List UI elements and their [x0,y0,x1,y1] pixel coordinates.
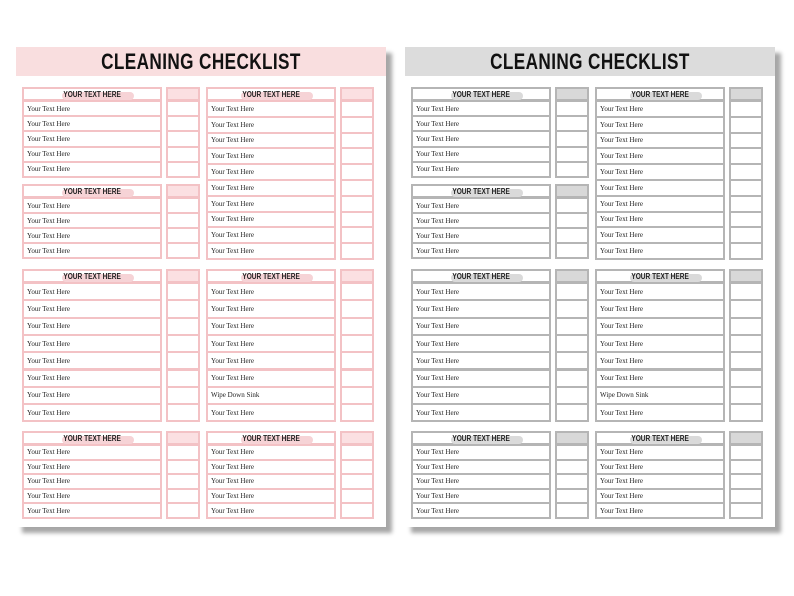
task-checkbox[interactable] [342,475,372,488]
task-row[interactable]: Your Text Here [24,405,160,420]
checkbox-column [729,431,763,519]
task-row[interactable]: Your Text Here [208,213,334,227]
task-checkbox[interactable] [342,118,372,132]
task-checkbox[interactable] [342,197,372,211]
title-banner [16,47,386,76]
task-row[interactable]: Your Text Here [597,475,723,488]
section-heading: YOUR TEXT HERE [631,89,689,99]
task-row[interactable]: Your Text Here [413,461,549,474]
task-row[interactable]: Your Text Here [24,353,160,368]
task-checkbox[interactable] [557,353,587,368]
section-header [597,433,723,443]
page-title: CLEANING CHECKLIST [101,48,301,74]
task-row[interactable]: Your Text Here [597,301,723,316]
task-checkbox[interactable] [168,475,198,488]
task-table [595,431,725,519]
task-checkbox[interactable] [731,284,761,299]
title-banner [405,47,775,76]
checkbox-column-header [557,186,587,196]
checkbox-column-header [731,433,761,443]
task-row[interactable]: Your Text Here [597,490,723,503]
task-checkbox[interactable] [168,461,198,474]
task-checkbox[interactable] [731,181,761,195]
task-row[interactable]: Your Text Here [208,301,334,316]
task-checkbox[interactable] [168,371,198,386]
checkbox-column-header [731,89,761,99]
task-checkbox[interactable] [342,181,372,195]
task-row[interactable]: Your Text Here [597,461,723,474]
task-checkbox[interactable] [168,117,198,130]
checkbox-column-header [342,89,372,99]
section-header [413,89,549,99]
checkbox-column [555,184,589,259]
task-row[interactable]: Your Text Here [413,229,549,242]
task-table [411,87,551,178]
task-checkbox[interactable] [342,371,372,386]
task-row[interactable]: Your Text Here [208,284,334,299]
checkbox-column [166,184,200,259]
task-row[interactable]: Your Text Here [24,163,160,176]
task-checkbox[interactable] [731,405,761,420]
task-table [411,184,551,259]
task-checkbox[interactable] [731,244,761,258]
task-checkbox[interactable] [168,214,198,227]
task-row[interactable]: Your Text Here [208,244,334,258]
task-checkbox[interactable] [557,446,587,459]
task-checkbox[interactable] [342,405,372,420]
task-checkbox[interactable] [342,228,372,242]
task-row[interactable]: Your Text Here [208,336,334,351]
task-checkbox[interactable] [168,405,198,420]
section-header [208,433,334,443]
task-row[interactable]: Your Text Here [597,165,723,179]
task-checkbox[interactable] [731,228,761,242]
task-row[interactable]: Your Text Here [597,228,723,242]
task-row[interactable]: Your Text Here [413,163,549,176]
task-checkbox[interactable] [557,284,587,299]
task-row[interactable]: Your Text Here [24,229,160,242]
task-row[interactable]: Your Text Here [413,371,549,386]
task-checkbox[interactable] [557,163,587,176]
task-checkbox[interactable] [342,301,372,316]
task-table [595,87,725,260]
task-checkbox[interactable] [731,213,761,227]
task-row[interactable]: Your Text Here [413,319,549,334]
task-checkbox[interactable] [557,405,587,420]
task-checkbox[interactable] [731,197,761,211]
task-checkbox[interactable] [557,117,587,130]
task-checkbox[interactable] [731,319,761,334]
task-row[interactable]: Your Text Here [597,244,723,258]
task-row[interactable]: Your Text Here [413,199,549,212]
task-checkbox[interactable] [168,244,198,257]
task-row[interactable]: Your Text Here [24,199,160,212]
task-row[interactable]: Your Text Here [597,371,723,386]
task-checkbox[interactable] [557,461,587,474]
task-row[interactable]: Your Text Here [597,149,723,163]
task-row[interactable]: Your Text Here [208,102,334,116]
section-header [208,271,334,281]
task-checkbox[interactable] [168,336,198,351]
task-row[interactable]: Wipe Down Sink [597,388,723,403]
task-row[interactable]: Your Text Here [24,117,160,130]
task-checkbox[interactable] [342,446,372,459]
task-table [22,431,162,519]
section-header [413,186,549,196]
task-row[interactable]: Your Text Here [208,197,334,211]
task-row[interactable]: Your Text Here [208,461,334,474]
task-row[interactable]: Your Text Here [597,102,723,116]
task-row[interactable]: Your Text Here [413,148,549,161]
checkbox-column [340,431,374,519]
section-heading: YOUR TEXT HERE [631,433,689,443]
task-checkbox[interactable] [557,504,587,517]
task-row[interactable]: Your Text Here [597,181,723,195]
task-row[interactable]: Your Text Here [208,504,334,517]
task-row[interactable]: Your Text Here [597,504,723,517]
checkbox-column [555,431,589,519]
task-row[interactable]: Your Text Here [597,118,723,132]
task-checkbox[interactable] [342,149,372,163]
task-checkbox[interactable] [342,388,372,403]
task-checkbox[interactable] [168,504,198,517]
section-heading: YOUR TEXT HERE [242,271,300,281]
task-row[interactable]: Your Text Here [24,388,160,403]
task-table [22,184,162,259]
task-row[interactable]: Your Text Here [24,214,160,227]
task-checkbox[interactable] [557,336,587,351]
task-checkbox[interactable] [731,118,761,132]
task-checkbox[interactable] [731,490,761,503]
checkbox-column [729,87,763,260]
task-row[interactable]: Your Text Here [208,446,334,459]
section-heading: YOUR TEXT HERE [63,186,121,196]
task-row[interactable]: Your Text Here [413,132,549,145]
task-checkbox[interactable] [557,102,587,115]
task-checkbox[interactable] [342,165,372,179]
task-row[interactable]: Your Text Here [413,446,549,459]
section-header [597,271,723,281]
task-checkbox[interactable] [731,446,761,459]
task-checkbox[interactable] [168,148,198,161]
task-checkbox[interactable] [168,490,198,503]
task-row[interactable]: Your Text Here [413,336,549,351]
task-checkbox[interactable] [557,199,587,212]
task-row[interactable]: Your Text Here [413,475,549,488]
task-checkbox[interactable] [342,504,372,517]
task-row[interactable]: Your Text Here [413,504,549,517]
task-checkbox[interactable] [168,353,198,368]
task-row[interactable]: Your Text Here [208,149,334,163]
task-row[interactable]: Your Text Here [597,284,723,299]
section-header [597,89,723,99]
task-checkbox[interactable] [342,284,372,299]
task-row[interactable]: Your Text Here [413,117,549,130]
task-row[interactable]: Your Text Here [208,181,334,195]
task-row[interactable]: Your Text Here [24,371,160,386]
task-checkbox[interactable] [731,371,761,386]
task-checkbox[interactable] [557,388,587,403]
task-checkbox[interactable] [342,213,372,227]
section-header [24,271,160,281]
task-row[interactable]: Your Text Here [24,244,160,257]
task-checkbox[interactable] [557,319,587,334]
task-checkbox[interactable] [557,301,587,316]
task-row[interactable]: Your Text Here [413,301,549,316]
task-checkbox[interactable] [342,319,372,334]
checkbox-column-header [557,433,587,443]
task-row[interactable]: Your Text Here [24,490,160,503]
task-row[interactable]: Your Text Here [413,214,549,227]
task-checkbox[interactable] [731,504,761,517]
task-row[interactable]: Your Text Here [597,446,723,459]
task-row[interactable]: Your Text Here [413,102,549,115]
task-row[interactable]: Your Text Here [24,336,160,351]
task-row[interactable]: Your Text Here [597,319,723,334]
checkbox-column [729,269,763,422]
task-checkbox[interactable] [557,148,587,161]
task-row[interactable]: Your Text Here [413,244,549,257]
task-checkbox[interactable] [731,165,761,179]
task-row[interactable]: Your Text Here [24,446,160,459]
section-header [413,433,549,443]
checkbox-column-header [731,271,761,281]
task-table [411,431,551,519]
task-checkbox[interactable] [731,388,761,403]
task-row[interactable]: Your Text Here [597,197,723,211]
task-checkbox[interactable] [731,461,761,474]
checklist-page-pink [16,47,386,527]
task-row[interactable]: Your Text Here [24,475,160,488]
task-checkbox[interactable] [168,301,198,316]
task-row[interactable]: Your Text Here [597,213,723,227]
task-checkbox[interactable] [731,353,761,368]
page-title: CLEANING CHECKLIST [490,48,690,74]
section-heading: YOUR TEXT HERE [452,89,510,99]
task-checkbox[interactable] [557,214,587,227]
task-checkbox[interactable] [731,149,761,163]
task-checkbox[interactable] [731,102,761,116]
task-row[interactable]: Your Text Here [413,405,549,420]
task-checkbox[interactable] [342,353,372,368]
task-checkbox[interactable] [168,284,198,299]
task-row[interactable]: Your Text Here [413,388,549,403]
task-checkbox[interactable] [557,371,587,386]
task-checkbox[interactable] [168,132,198,145]
task-row[interactable]: Your Text Here [24,284,160,299]
task-row[interactable]: Your Text Here [597,336,723,351]
task-table [206,269,336,422]
task-checkbox[interactable] [557,229,587,242]
task-table [206,87,336,260]
checkbox-column-header [557,89,587,99]
checkbox-column [555,87,589,178]
checkbox-column-header [168,186,198,196]
checkbox-column [555,269,589,422]
task-checkbox[interactable] [342,461,372,474]
task-row[interactable]: Your Text Here [24,301,160,316]
section-header [24,89,160,99]
task-row[interactable]: Your Text Here [208,353,334,368]
section-heading: YOUR TEXT HERE [242,89,300,99]
section-header [208,89,334,99]
task-checkbox[interactable] [557,244,587,257]
task-row[interactable]: Your Text Here [597,405,723,420]
task-table [206,431,336,519]
checkbox-column [340,87,374,260]
section-heading: YOUR TEXT HERE [631,271,689,281]
task-row[interactable]: Your Text Here [208,165,334,179]
task-checkbox[interactable] [557,490,587,503]
section-heading: YOUR TEXT HERE [452,186,510,196]
task-row[interactable]: Your Text Here [413,353,549,368]
checkbox-column-header [342,433,372,443]
task-row[interactable]: Your Text Here [597,353,723,368]
section-header [24,433,160,443]
section-heading: YOUR TEXT HERE [63,271,121,281]
checkbox-column [166,269,200,422]
checkbox-column-header [168,433,198,443]
checkbox-column [340,269,374,422]
task-checkbox[interactable] [557,132,587,145]
task-row[interactable]: Your Text Here [208,475,334,488]
task-checkbox[interactable] [731,301,761,316]
task-checkbox[interactable] [731,475,761,488]
section-heading: YOUR TEXT HERE [242,433,300,443]
checkbox-column-header [342,271,372,281]
task-checkbox[interactable] [168,199,198,212]
checkbox-column [166,431,200,519]
section-heading: YOUR TEXT HERE [452,433,510,443]
task-row[interactable]: Your Text Here [208,371,334,386]
task-row[interactable]: Your Text Here [413,490,549,503]
task-row[interactable]: Your Text Here [24,461,160,474]
task-row[interactable]: Your Text Here [208,118,334,132]
checkbox-column-header [168,271,198,281]
section-heading: YOUR TEXT HERE [452,271,510,281]
task-row[interactable]: Your Text Here [24,102,160,115]
task-checkbox[interactable] [557,475,587,488]
section-heading: YOUR TEXT HERE [63,433,121,443]
task-checkbox[interactable] [342,244,372,258]
task-checkbox[interactable] [731,134,761,148]
task-row[interactable]: Your Text Here [24,132,160,145]
task-table [411,269,551,422]
checkbox-column-header [168,89,198,99]
task-row[interactable]: Your Text Here [413,284,549,299]
task-checkbox[interactable] [168,163,198,176]
task-table [595,269,725,422]
task-row[interactable]: Your Text Here [597,134,723,148]
task-row[interactable]: Your Text Here [208,319,334,334]
task-row[interactable]: Your Text Here [208,228,334,242]
task-checkbox[interactable] [342,102,372,116]
checkbox-column-header [557,271,587,281]
task-checkbox[interactable] [168,102,198,115]
checklist-page-gray [405,47,775,527]
task-checkbox[interactable] [168,229,198,242]
task-checkbox[interactable] [168,388,198,403]
task-row[interactable]: Your Text Here [208,405,334,420]
task-checkbox[interactable] [342,336,372,351]
checkbox-column [166,87,200,178]
section-header [413,271,549,281]
task-checkbox[interactable] [731,336,761,351]
task-row[interactable]: Your Text Here [208,134,334,148]
task-checkbox[interactable] [342,490,372,503]
task-checkbox[interactable] [342,134,372,148]
task-row[interactable]: Your Text Here [24,148,160,161]
task-row[interactable]: Your Text Here [208,490,334,503]
section-heading: YOUR TEXT HERE [63,89,121,99]
task-row[interactable]: Wipe Down Sink [208,388,334,403]
task-row[interactable]: Your Text Here [24,319,160,334]
task-table [22,87,162,178]
task-checkbox[interactable] [168,319,198,334]
section-header [24,186,160,196]
task-checkbox[interactable] [168,446,198,459]
task-table [22,269,162,422]
task-row[interactable]: Your Text Here [24,504,160,517]
